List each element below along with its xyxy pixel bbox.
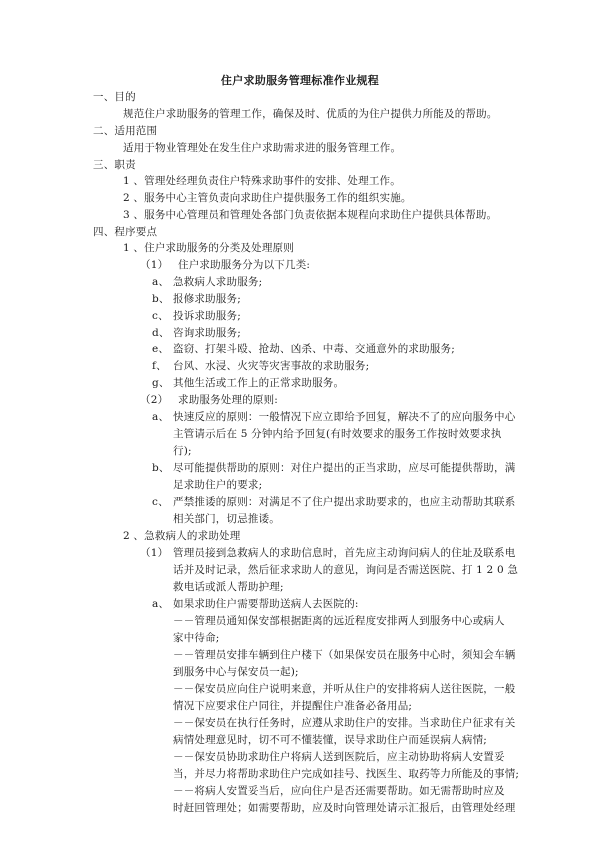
emergency-text-line: 救电话或派人帮助护理;: [173, 581, 284, 593]
duty-item: 2 、服务中心主管负责向求助住户提供服务工作的组织实施。: [123, 192, 412, 204]
principle-line: 行);: [173, 445, 192, 457]
list-marker: a、: [152, 276, 170, 288]
emergency-step-line: 到服务中心与保安员一起);: [173, 666, 299, 678]
sub-number: （2）: [140, 394, 169, 406]
procedure-point-1-heading: 1 、住户求助服务的分类及处理原则: [123, 242, 294, 254]
principle-line: 相关部门，切忌推诿。: [173, 513, 280, 525]
emergency-step-line: －－管理员通知保安部根据距离的远近程度安排两人到服务中心或病人: [173, 615, 505, 627]
list-marker: c、: [152, 496, 169, 508]
list-marker: b、: [152, 462, 170, 474]
list-item: 投诉求助服务;: [173, 310, 241, 322]
emergency-step-line: －－管理员安排车辆到住户楼下（如果保安员在服务中心时，须知会车辆: [173, 649, 516, 661]
section-heading-scope: 二、适用范围: [93, 125, 158, 137]
list-marker: d、: [152, 327, 170, 339]
section-heading-procedure: 四、程序要点: [93, 226, 158, 238]
emergency-step-line: －－将病人安置妥当后，应向住户是否还需要帮助。如无需帮助时应及: [173, 785, 505, 797]
emergency-step-line: 情况下应要求住户同往，并提醒住户准备必备用品;: [173, 700, 413, 712]
emergency-step-line: －－保安员在执行任务时，应遵从求助住户的安排。当求助住户征求有关: [173, 717, 516, 729]
list-marker: e、: [152, 343, 170, 355]
procedure-point-2-heading: 2 、急救病人的求助处理: [123, 530, 241, 542]
list-marker: c、: [152, 310, 169, 322]
emergency-step-line: 家中待命;: [173, 632, 220, 644]
list-item: 台风、水浸、火灾等灾害事故的求助服务;: [173, 360, 370, 372]
principle-line: 尽可能提供帮助的原则：对住户提出的正当求助，应尽可能提供帮助，满: [173, 462, 516, 474]
sub-number: （1）: [140, 259, 169, 271]
sub-text: 住户求助服务分为以下几类:: [178, 259, 311, 271]
emergency-step-line: －－保安员应向住户说明来意，并听从住户的安排将病人送往医院，一般: [173, 683, 516, 695]
emergency-step-line: 病情处理意见时，切不可不懂装懂，误导求助住户而延误病人病情;: [173, 734, 488, 746]
sub-number: （1）: [140, 547, 169, 559]
section-heading-duties: 三、职责: [93, 159, 136, 171]
list-marker: b、: [152, 293, 170, 305]
duty-item: 1 、管理处经理负责住户特殊求助事件的安排、处理工作。: [123, 175, 401, 187]
emergency-text-line: 话并及时记录，然后征求求助人的意见，询问是否需送医院、打 1 2 0 急: [173, 564, 519, 576]
sub-text: 求助服务处理的原则:: [178, 394, 279, 406]
emergency-text-line: 管理员接到急救病人的求助信息时，首先应主动询问病人的住址及联系电: [173, 547, 516, 559]
section-text-scope: 适用于物业管理处在发生住户求助需求进的服务管理工作。: [123, 142, 402, 154]
list-item: 盗窃、打架斗殴、抢劫、凶杀、中毒、交通意外的求助服务;: [173, 343, 455, 355]
section-heading-purpose: 一、目的: [93, 91, 136, 103]
list-item: 其他生活或工作上的正常求助服务。: [173, 377, 345, 389]
list-marker: a、: [152, 411, 170, 423]
list-item: 急救病人求助服务;: [173, 276, 263, 288]
list-item: 咨询求助服务;: [173, 327, 241, 339]
principle-line: 快速反应的原则：一般情况下应立即给予回复，解决不了的应向服务中心: [173, 411, 516, 423]
section-text-purpose: 规范住户求助服务的管理工作，确保及时、优质的为住户提供力所能及的帮助。: [123, 108, 498, 120]
emergency-step-line: 时赶回管理处；如需要帮助，应及时向管理处请示汇报后，由管理处经理: [173, 802, 516, 814]
emergency-case-text: 如果求助住户需要帮助送病人去医院的:: [173, 598, 359, 610]
list-marker: g、: [152, 377, 170, 389]
list-marker: a、: [152, 598, 170, 610]
emergency-step-line: 当，并尽力将帮助求助住户完成如挂号、找医生、取药等力所能及的事情;: [173, 768, 520, 780]
principle-line: 主管请示后在 5 分钟内给予回复(有时效要求的服务工作按时效要求执: [173, 428, 502, 440]
principle-line: 严禁推诿的原则：对满足不了住户提出求助要求的，也应主动帮助其联系: [173, 496, 516, 508]
emergency-step-line: －－保安员协助求助住户将病人送到医院后，应主动协助将病人安置妥: [173, 751, 505, 763]
principle-line: 足求助住户的要求;: [173, 479, 263, 491]
list-item: 报修求助服务;: [173, 293, 241, 305]
list-marker: f、: [152, 360, 167, 372]
page-title: 住户求助服务管理标准作业规程: [220, 74, 380, 87]
duty-item: 3 、服务中心管理员和管理处各部门负责依据本规程向求助住户提供具体帮助。: [123, 209, 498, 221]
